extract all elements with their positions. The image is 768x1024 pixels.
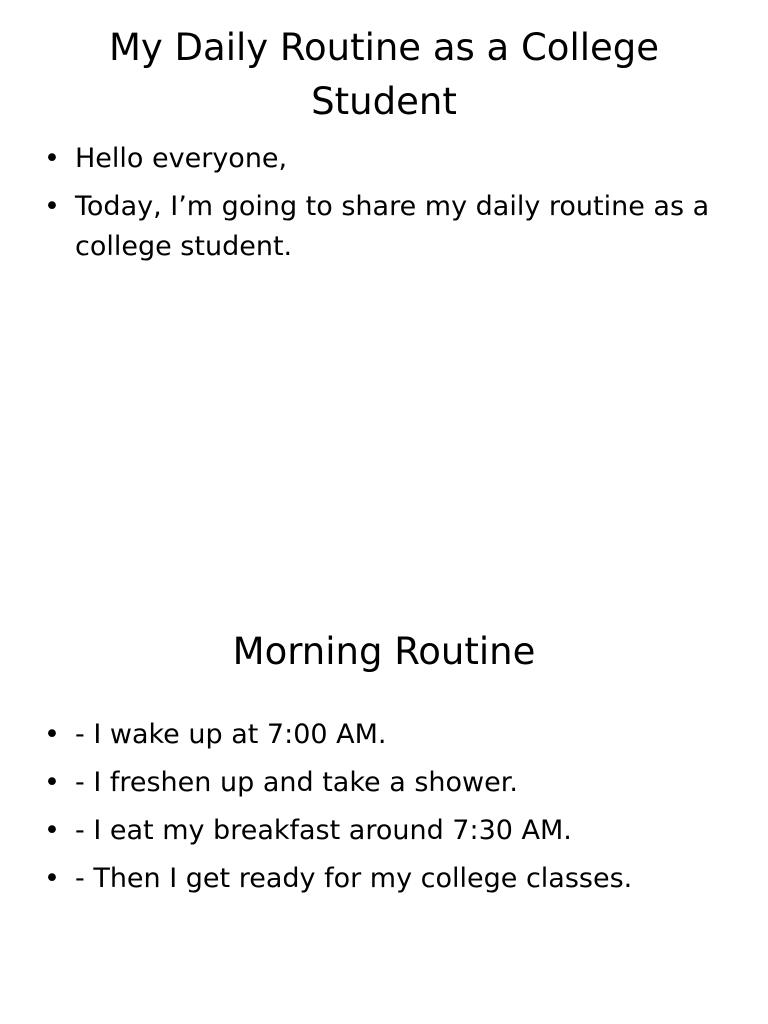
bullet-item bbox=[40, 715, 728, 755]
bullet-text: Today, I’m going to share my daily routine as a college student. bbox=[75, 191, 710, 262]
bullet-list bbox=[40, 715, 728, 907]
bullet-item bbox=[40, 139, 728, 179]
bullet-dot-icon: • bbox=[44, 719, 60, 750]
slide-2 bbox=[0, 512, 768, 1024]
slide-title: My Daily Routine as a College Student bbox=[108, 26, 660, 123]
bullet-dot-icon: • bbox=[44, 863, 60, 894]
bullet-text: - Then I get ready for my college classes. bbox=[75, 863, 633, 894]
bullet-dot-icon: • bbox=[44, 143, 60, 174]
slide-title: Morning Routine bbox=[232, 630, 536, 673]
bullet-list bbox=[40, 139, 728, 275]
bullet-item bbox=[40, 187, 728, 267]
bullet-item bbox=[40, 763, 728, 803]
bullet-text: - I eat my breakfast around 7:30 AM. bbox=[75, 815, 572, 846]
bullet-text: - I freshen up and take a shower. bbox=[75, 767, 518, 798]
bullet-text: Hello everyone, bbox=[75, 143, 288, 174]
bullet-dot-icon: • bbox=[44, 815, 60, 846]
bullet-dot-icon: • bbox=[44, 767, 60, 798]
bullet-text: - I wake up at 7:00 AM. bbox=[75, 719, 387, 750]
bullet-dot-icon: • bbox=[44, 191, 60, 222]
bullet-item bbox=[40, 859, 728, 899]
bullet-item bbox=[40, 811, 728, 851]
